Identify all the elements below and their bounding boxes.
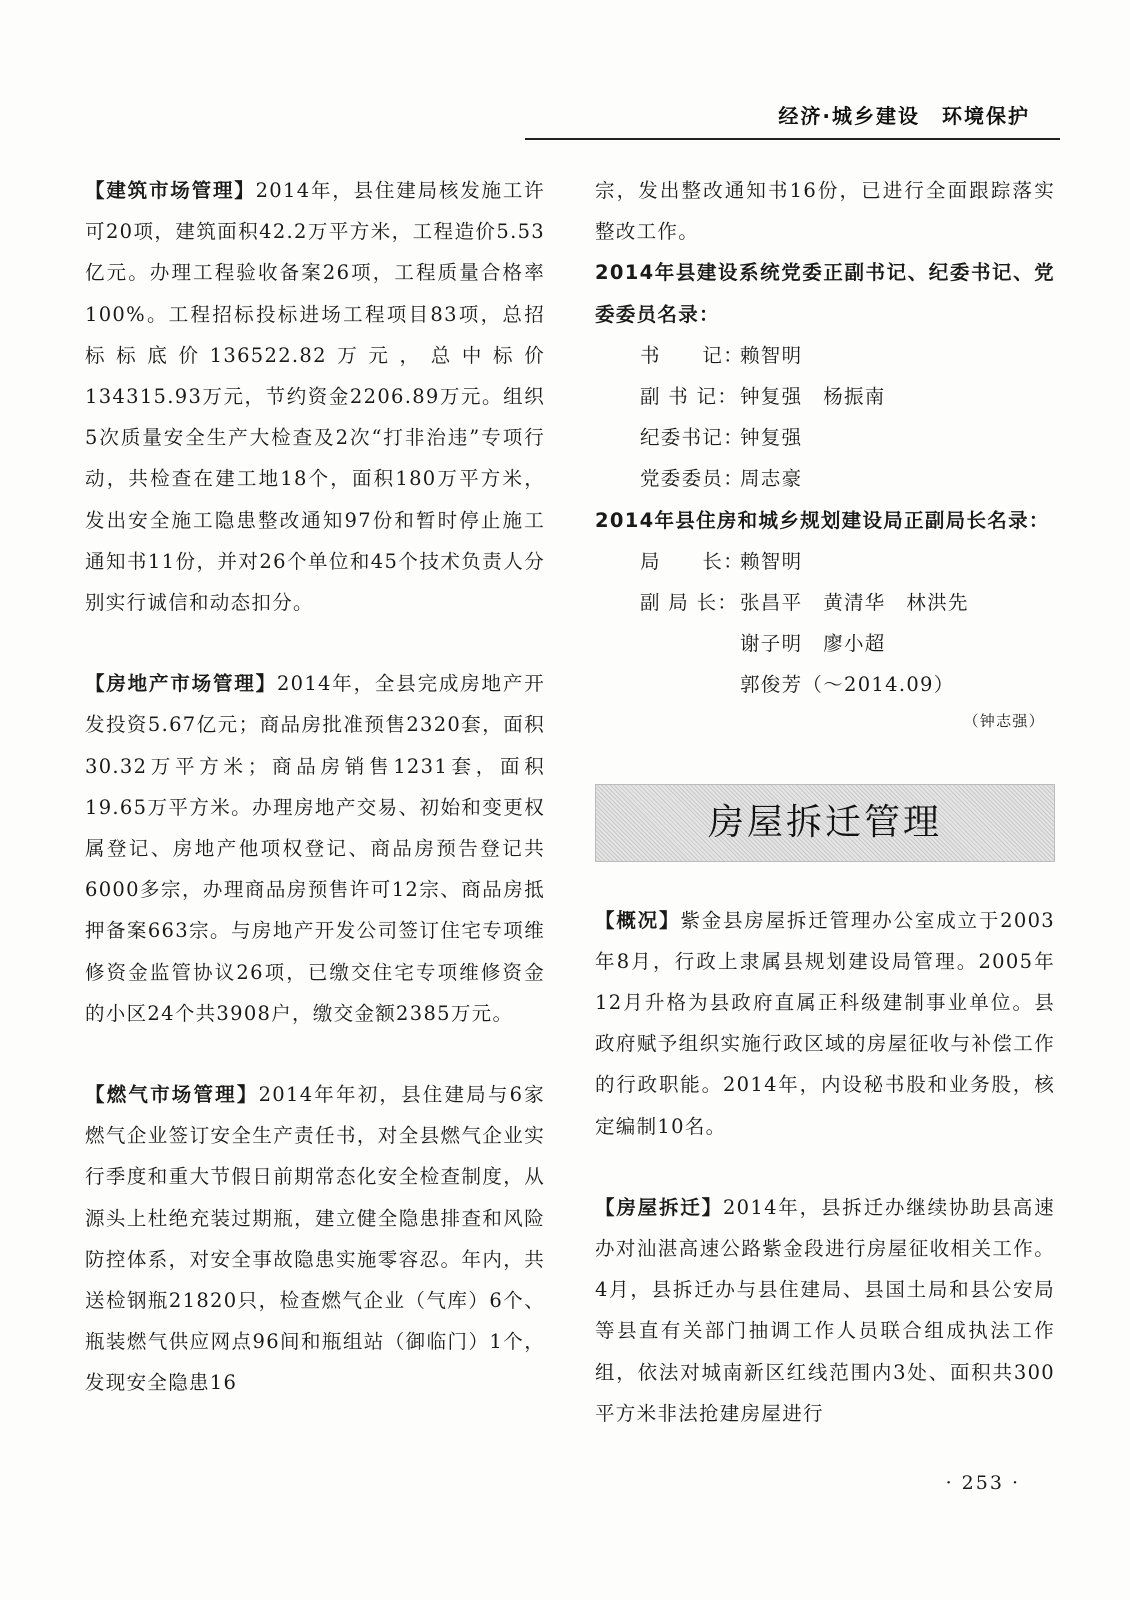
- roster-title-party: 2014年县建设系统党委正副书记、纪委书记、党委委员名录：: [595, 261, 1055, 326]
- roster-role: 党委委员：: [640, 467, 745, 491]
- page-number: · 253 ·: [945, 1472, 1020, 1494]
- roster-names: 张昌平 黄清华 林洪先: [740, 591, 969, 615]
- section-label: 【燃气市场管理】: [85, 1083, 259, 1107]
- running-head: 经济·城乡建设 环境保护: [778, 104, 1030, 128]
- roster-row: [595, 417, 1055, 458]
- paragraph-text: 2014年，县拆迁办继续协助县高速办对汕湛高速公路紫金段进行房屋征收相关工作。4月，县拆迁办与县住建局、县国土局和县公安局等县直有关部门抽调工作人员联合组成执法工作组，依法对城南新区红线范围内3处、面积共300平方米非法抢建房屋进行: [595, 1195, 1055, 1425]
- roster-names: 钟复强: [740, 426, 803, 450]
- roster-names-continued: 谢子明 廖小超: [740, 632, 886, 656]
- paragraph-overview: [595, 900, 1055, 1147]
- roster-bureau: [595, 541, 1055, 706]
- roster-row: [595, 582, 1055, 623]
- section-label: 【房地产市场管理】: [85, 672, 277, 696]
- paragraph-gas-market: [85, 1074, 545, 1404]
- roster-role: 副 书 记：: [640, 385, 739, 409]
- roster-names-continued: 郭俊芳（～2014.09）: [740, 673, 955, 697]
- header-rule: [525, 138, 1060, 140]
- roster-party: [595, 335, 1055, 500]
- roster-names: 赖智明: [740, 549, 803, 573]
- roster-names: 赖智明: [740, 343, 803, 367]
- roster-row: [595, 623, 1055, 664]
- roster-title-bureau: 2014年县住房和城乡规划建设局正副局长名录：: [595, 508, 1050, 532]
- paragraph-demolition: [595, 1187, 1055, 1434]
- left-column: [85, 170, 545, 1404]
- roster-row: [595, 541, 1055, 582]
- paragraph-text: 紫金县房屋拆迁管理办公室成立于2003年8月，行政上隶属县规划建设局管理。2005年12月升格为县政府直属正科级建制事业单位。县政府赋予组织实施行政区域的房屋征收与补偿工作的行政职能。2014年，内设秘书股和业务股，核定编制10名。: [595, 908, 1056, 1138]
- section-label: 【房屋拆迁】: [595, 1195, 723, 1219]
- section-banner: [595, 784, 1055, 862]
- roster-role: 书 记：: [640, 343, 745, 367]
- roster-role: 局 长：: [640, 549, 745, 573]
- roster-role: 纪委书记：: [640, 426, 745, 450]
- roster-role: 副 局 长：: [640, 591, 739, 615]
- section-title: 房屋拆迁管理: [707, 802, 942, 844]
- author-credit: （钟志强）: [963, 711, 1045, 730]
- paragraph-text: 2014年，县住建局核发施工许可20项，建筑面积42.2万平方米，工程造价5.53亿元。办理工程验收备案26项，工程质量合格率100%。工程招标投标进场工程项目83项，总招标标底价136522.82万元，总中标价134315.93万元，节约资金2206.89万元。组织5次质量安全生产大检查及2次“打非治违”专项行动，共检查在建工地18个，面积180万平方米，发出安全施工隐患整改通知97份和暂时停止施工通知书11份，并对26个单位和45个技术负责人分别实行诚信和动态扣分。: [85, 179, 545, 615]
- paragraph-text: 2014年年初，县住建局与6家燃气企业签订安全生产责任书，对全县燃气企业实行季度和重大节假日前期常态化安全检查制度，从源头上杜绝充装过期瓶，建立健全隐患排查和风险防控体系，对安全事故隐患实施零容忍。年内，共送检钢瓶21820只，检查燃气企业（气库）6个、瓶装燃气供应网点96间和瓶组站（御临门）1个，发现安全隐患16: [85, 1083, 545, 1395]
- paragraph-real-estate-market: [85, 663, 545, 1034]
- roster-row: [595, 335, 1055, 376]
- roster-row: [595, 376, 1055, 417]
- section-label: 【概况】: [595, 908, 681, 932]
- section-label: 【建筑市场管理】: [85, 179, 256, 202]
- roster-names: 周志豪: [740, 467, 803, 491]
- right-column: [595, 170, 1055, 1434]
- paragraph-construction-market: [85, 170, 545, 623]
- roster-names: 钟复强 杨振南: [740, 385, 886, 409]
- roster-row: [595, 664, 1055, 705]
- paragraph-text: 2014年，全县完成房地产开发投资5.67亿元；商品房批准预售2320套，面积30.32万平方米；商品房销售1231套，面积19.65万平方米。办理房地产交易、初始和变更权属登记、房地产他项权登记、商品房预告登记共6000多宗，办理商品房预售许可12宗、商品房抵押备案663宗。与房地产开发公司签订住宅专项维修资金监管协议26项，已缴交住宅专项维修资金的小区24个共3908户，缴交金额2385万元。: [85, 672, 546, 1025]
- roster-row: [595, 458, 1055, 499]
- paragraph-continued: 宗，发出整改通知书16份，已进行全面跟踪落实整改工作。: [595, 179, 1055, 244]
